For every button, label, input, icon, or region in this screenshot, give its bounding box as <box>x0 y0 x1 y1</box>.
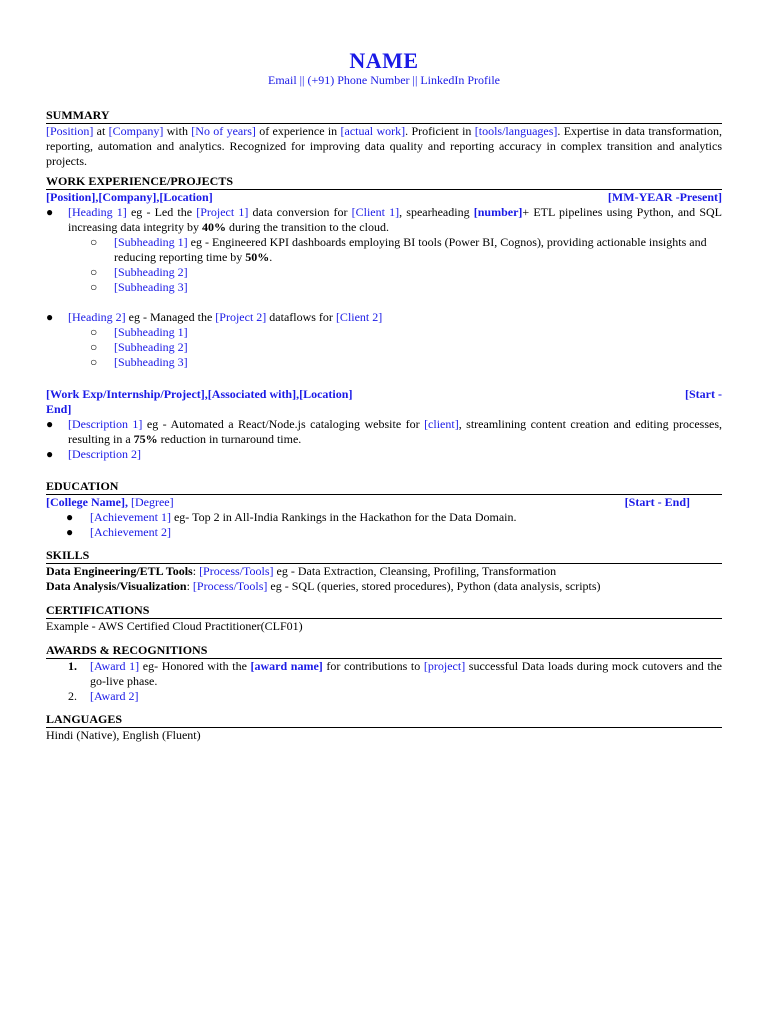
job2-header <box>46 387 722 402</box>
certifications-heading: CERTIFICATIONS <box>46 603 722 619</box>
circle-bullet-icon: ○ <box>90 325 98 339</box>
bullet-icon: ● <box>46 417 54 431</box>
work-heading: WORK EXPERIENCE/PROJECTS <box>46 174 722 190</box>
summary-heading: SUMMARY <box>46 108 722 124</box>
job2-title: [Work Exp/Internship/Project],[Associated with],[Location] <box>46 387 353 401</box>
job2-bullet-1: ● [Description 1] eg - Automated a React/Node.js cataloging website for [client], streamlining content creation and editing processes, resulting in a 75% reduction in turnaround time. <box>46 417 722 446</box>
award-item-1: 1. [Award 1] eg- Honored with the [award name] for contributions to [project] successful Data loads during mock cutovers and the go-live phase. <box>68 659 722 688</box>
circle-bullet-icon: ○ <box>90 355 98 369</box>
job2-bullet-2: ● [Description 2] <box>46 447 141 461</box>
languages-list: Hindi (Native), English (Fluent) <box>46 728 201 742</box>
actual-work-placeholder: [actual work] <box>340 124 406 138</box>
job2-section <box>46 387 722 462</box>
bullet-icon: ● <box>46 205 54 219</box>
tools-placeholder: [tools/languages] <box>474 124 558 138</box>
skills-heading: SKILLS <box>46 548 722 564</box>
education-heading: EDUCATION <box>46 479 722 495</box>
bullet-icon: ● <box>46 447 54 461</box>
resume-name: NAME <box>349 48 419 73</box>
position-placeholder: [Position] <box>46 124 94 138</box>
education-section <box>46 479 722 540</box>
certifications-section <box>46 603 722 634</box>
job1-header <box>46 190 722 205</box>
skills-line-1: Data Engineering/ETL Tools: [Process/Tools] eg - Data Extraction, Cleansing, Profiling, Transformation <box>46 564 557 578</box>
circle-bullet-icon: ○ <box>90 340 98 354</box>
job1-date: [MM-YEAR -Present] <box>607 190 722 204</box>
job2-date-end: End] <box>46 402 72 416</box>
education-title: [College Name], [Degree] <box>46 495 174 509</box>
awards-heading: AWARDS & RECOGNITIONS <box>46 643 722 659</box>
award-item-2: 2. [Award 2] <box>68 689 139 703</box>
job1-title: [Position],[Company],[Location] <box>46 190 213 204</box>
languages-heading: LANGUAGES <box>46 712 722 728</box>
bullet-icon: ● <box>66 510 74 524</box>
education-header <box>46 495 722 510</box>
awards-section <box>46 643 722 704</box>
years-placeholder: [No of years] <box>191 124 256 138</box>
education-achievement-2: ● [Achievement 2] <box>66 525 171 539</box>
job1-bullet-1: ● [Heading 1] eg - Led the [Project 1] data conversion for [Client 1], spearheading [number]+ ETL pipelines using Python, and SQL increasing data integrity by 40% during the transition to the cloud. <box>46 205 722 234</box>
company-placeholder: [Company] <box>108 124 164 138</box>
education-achievement-1: ● [Achievement 1] eg- Top 2 in All-India Rankings in the Hackathon for the Data Domain. <box>66 510 517 524</box>
job1-subbullet-3: ○ [Subheading 3] <box>90 280 188 294</box>
circle-bullet-icon: ○ <box>90 235 98 249</box>
job1-subbullet-2: ○ [Subheading 2] <box>90 265 188 279</box>
job1-h2-subbullet-2: ○ [Subheading 2] <box>90 340 188 354</box>
education-date: [Start - End] <box>624 495 690 509</box>
circle-bullet-icon: ○ <box>90 265 98 279</box>
job1-bullet-2: ● [Heading 2] eg - Managed the [Project 2] dataflows for [Client 2] <box>46 310 383 324</box>
circle-bullet-icon: ○ <box>90 280 98 294</box>
job1-h2-subbullet-3: ○ [Subheading 3] <box>90 355 188 369</box>
job1-h2-subbullet-1: ○ [Subheading 1] <box>90 325 188 339</box>
summary-paragraph: [Position] at [Company] with [No of years] of experience in [actual work]. Proficient in [tools/languages]. Expertise in data transformation, reporting, automation and analytics. Recognized for improving data quality and reporting accuracy in complex transition and analytics projects. <box>46 124 722 168</box>
job2-date-start: [Start - <box>685 387 722 401</box>
languages-section <box>46 712 722 743</box>
skills-section <box>46 548 722 594</box>
bullet-icon: ● <box>66 525 74 539</box>
bullet-icon: ● <box>46 310 54 324</box>
skills-line-2: Data Analysis/Visualization: [Process/Tools] eg - SQL (queries, stored procedures), Python (data analysis, scripts) <box>46 579 601 593</box>
contact-line: Email || (+91) Phone Number || LinkedIn Profile <box>268 73 500 87</box>
work-section <box>46 174 722 370</box>
certification-item: Example - AWS Certified Cloud Practitioner(CLF01) <box>46 619 303 633</box>
summary-section <box>46 108 722 169</box>
job1-subbullet-1: ○ [Subheading 1] eg - Engineered KPI dashboards employing BI tools (Power BI, Cognos), providing actionable insights and reducing reporting time by 50%. <box>90 235 707 264</box>
